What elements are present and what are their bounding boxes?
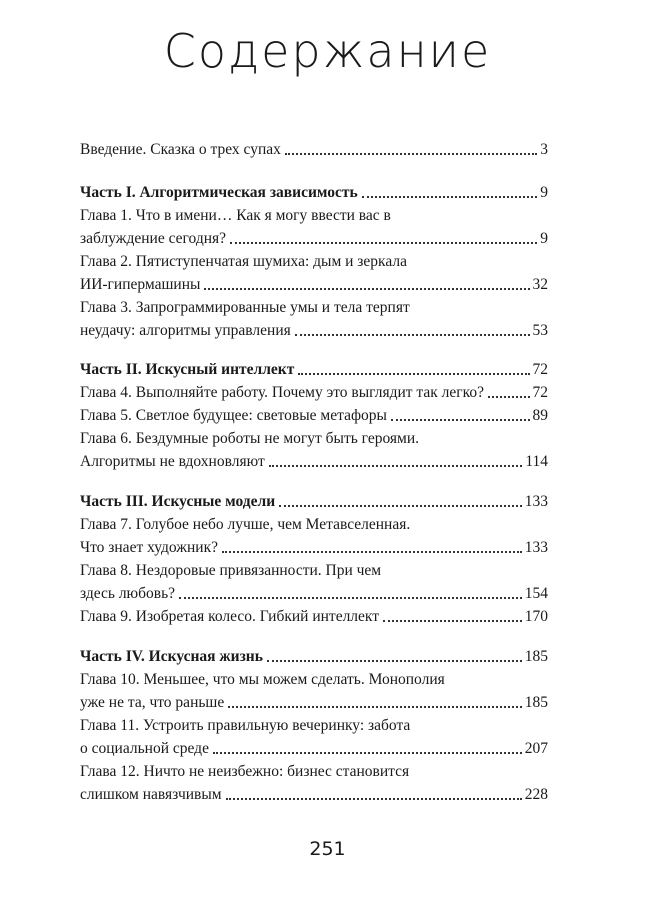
toc-entry-title: Что знает художник?: [80, 539, 218, 556]
toc-entry-page: 228: [524, 786, 548, 803]
toc-entry-chapter-6: [80, 448, 548, 472]
toc-entry-chapter-1: [80, 225, 548, 249]
toc-entry-line: [80, 248, 548, 272]
toc-entry-title: Часть III. Искусные модели: [80, 493, 276, 510]
toc-entry-page: 170: [524, 608, 548, 625]
toc-entry-page: 3: [540, 141, 548, 158]
toc-part-1: [80, 179, 548, 203]
toc-entry-title: здесь любовь?: [80, 585, 176, 602]
toc-entry-chapter-10: [80, 689, 548, 713]
toc-entry-title: Глава 3. Запрограммированные умы и тела терпят: [80, 299, 410, 316]
toc-entry-page: 53: [532, 322, 548, 339]
toc-entry-page: 9: [540, 184, 548, 201]
toc-entry-line: [80, 666, 548, 690]
toc-entry-title: Часть I. Алгоритмическая зависимость: [80, 184, 358, 201]
toc-entry-chapter-2: [80, 271, 548, 295]
toc-part-2: [80, 356, 548, 380]
leader-dots: [213, 751, 522, 754]
toc-entry-chapter-4: [80, 379, 548, 403]
toc-entry-title: ИИ-гипермашины: [80, 276, 201, 293]
toc-entry-title: Введение. Сказка о трех супах: [80, 141, 281, 158]
toc-entry-line: [80, 511, 548, 535]
toc-entry-line: [80, 557, 548, 581]
toc-entry-title: о социальной среде: [80, 740, 209, 757]
toc-part-4: [80, 643, 548, 667]
toc-entry-page: 9: [540, 230, 548, 247]
toc-entry-page: 133: [524, 539, 548, 556]
leader-dots: [383, 619, 522, 622]
leader-dots: [295, 333, 530, 336]
toc-entry-chapter-12: [80, 781, 548, 805]
toc-entry-chapter-7: [80, 534, 548, 558]
leader-dots: [226, 797, 522, 800]
toc-entry-page: 89: [532, 407, 548, 424]
toc-entry-page: 72: [532, 384, 548, 401]
toc-entry-chapter-3: [80, 317, 548, 341]
leader-dots: [204, 287, 529, 290]
toc-entry-title: Глава 5. Светлое будущее: световые метафоры: [80, 407, 387, 424]
toc-entry-title: Глава 1. Что в имени… Как я могу ввести вас в: [80, 207, 391, 224]
toc-entry-title: Глава 2. Пятиступенчатая шумиха: дым и зеркала: [80, 253, 407, 270]
toc-entry-page: 185: [524, 694, 548, 711]
toc-entry-title: Глава 8. Нездоровые привязанности. При чем: [80, 562, 382, 579]
leader-dots: [488, 395, 529, 398]
toc-entry-line: [80, 712, 548, 736]
toc-entry-line: [80, 202, 548, 226]
toc-entry-line: [80, 425, 548, 449]
toc-entry-page: 72: [532, 361, 548, 378]
page-number: 251: [309, 838, 346, 860]
toc-entry-title: Часть II. Искусный интеллект: [80, 361, 295, 378]
toc-entry-title: Глава 12. Ничто не неизбежно: бизнес становится: [80, 763, 410, 780]
toc-entry-title: Глава 4. Выполняйте работу. Почему это выглядит так легко?: [80, 384, 485, 401]
toc-entry-line: [80, 758, 548, 782]
toc-entry-title: Глава 7. Голубое небо лучше, чем Метавселенная.: [80, 516, 411, 533]
toc-entry-title: Глава 9. Изобретая колесо. Гибкий интеллект: [80, 608, 380, 625]
toc-entry-page: 114: [525, 453, 548, 470]
toc-entry-chapter-8: [80, 580, 548, 604]
toc-entry-title: Алгоритмы не вдохновляют: [80, 453, 265, 470]
toc-entry-chapter-5: [80, 402, 548, 426]
toc-entry-intro: [80, 136, 548, 160]
toc-entry-title: заблуждение сегодня?: [80, 230, 227, 247]
leader-dots: [391, 418, 530, 421]
toc-entry-title: Глава 6. Бездумные роботы не могут быть героями.: [80, 430, 420, 447]
leader-dots: [362, 195, 538, 198]
leader-dots: [298, 372, 529, 375]
toc-entry-chapter-11: [80, 735, 548, 759]
leader-dots: [285, 152, 537, 155]
leader-dots: [230, 241, 537, 244]
toc-entry-title: слишком навязчивым: [80, 786, 222, 803]
toc-entry-page: 154: [524, 585, 548, 602]
toc-entry-line: [80, 294, 548, 318]
leader-dots: [279, 504, 522, 507]
toc-entry-title: Глава 11. Устроить правильную вечеринку: забота: [80, 717, 411, 734]
leader-dots: [228, 705, 522, 708]
toc-entry-title: уже не та, что раньше: [80, 694, 225, 711]
page-title: Содержание: [163, 24, 492, 78]
leader-dots: [269, 464, 523, 467]
toc-entry-page: 207: [524, 740, 548, 757]
toc-entry-title: неудачу: алгоритмы управления: [80, 322, 291, 339]
toc-entry-page: 185: [524, 648, 548, 665]
leader-dots: [267, 659, 522, 662]
toc-entry-page: 32: [532, 276, 548, 293]
toc-entry-chapter-9: [80, 603, 548, 627]
toc-entry-title: Глава 10. Меньшее, что мы можем сделать. Монополия: [80, 671, 445, 688]
toc-part-3: [80, 488, 548, 512]
toc-entry-page: 133: [524, 493, 548, 510]
leader-dots: [222, 550, 522, 553]
leader-dots: [179, 596, 522, 599]
toc-entry-title: Часть IV. Искусная жизнь: [80, 648, 263, 665]
